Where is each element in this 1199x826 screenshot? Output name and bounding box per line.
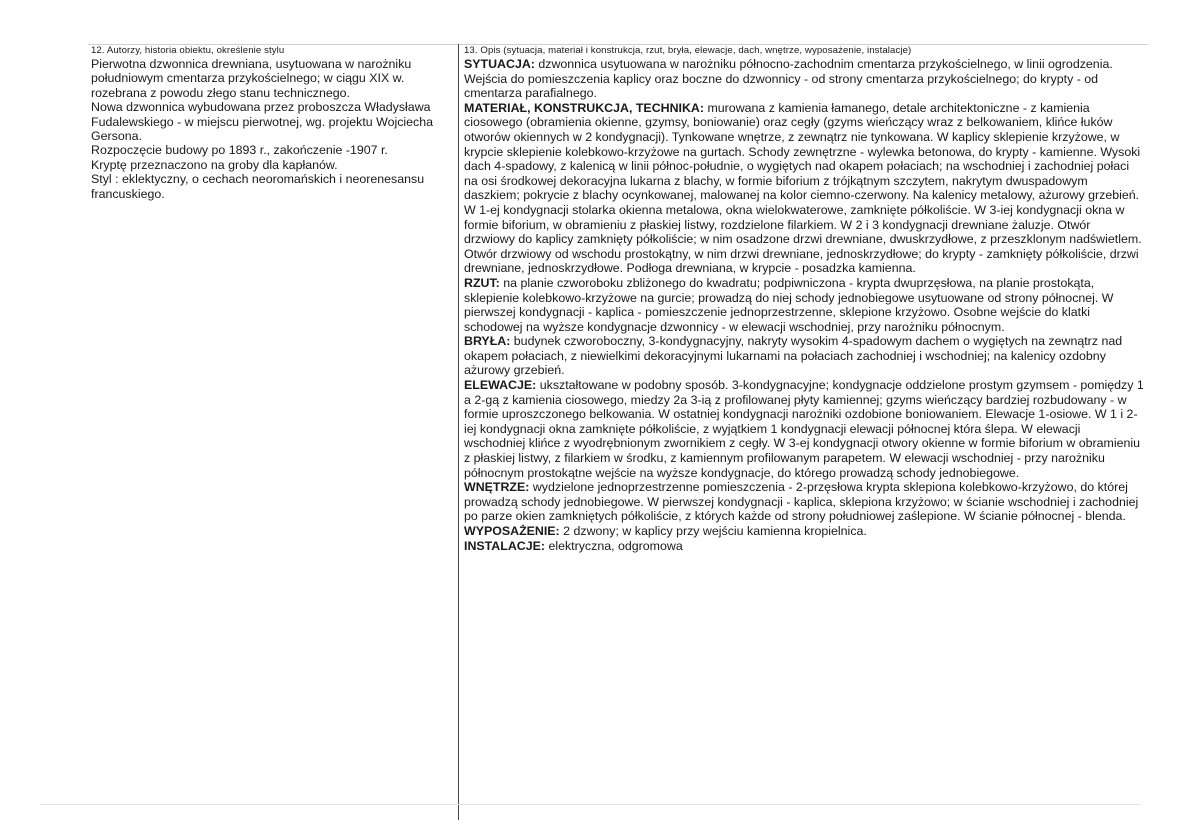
history-paragraph: Styl : eklektyczny, o cechach neoromańskich i neorenesansu francuskiego.	[91, 172, 425, 201]
history-paragraph: Pierwotna dzwonnica drewniana, usytuowana w narożniku południowym cmentarza przykościelnego; w ciągu XIX w. rozebrana z powodu złego stanu technicznego.	[91, 57, 412, 100]
left-column-heading: 12. Autorzy, historia obiektu, określenie stylu	[91, 45, 285, 56]
section-label: ELEWACJE:	[464, 378, 537, 393]
section-text: murowana z kamienia łamanego, detale architektoniczne - z kamienia ciosowego (obramienia okienne, gzymsy, boniowanie) oraz cegły (gzyms wieńczący wraz z belkowaniem, klińce łuków otworów okiennych w 2 kondygnacji). Tynkowane wnętrze, z zewnątrz nie tynkowana. W kaplicy sklepienie krzyżowe, w krypcie sklepienie kolebkowo-krzyżowe na gurtach. Schody zewnętrzne - wylewka betonowa, do krypty - kamienne. Wysoki dach 4-spadowy, z kalenicą w linii północ-południe, o wygiętych nad okapem połaciach; na wschodniej i zachodniej połaci na osi środkowej dekoracyjna lukarna z blachy, w formie biforium z trójkątnym szczytem, nakrytym dwuspadowym daszkiem; pokrycie z blachy ocynkowanej, malowanej na kolor ciemno-czerwony. Na kalenicy metalowy, ażurowy grzebień. W 1-ej kondygnacji stolarka okienna metalowa, okna wielokwaterowe, zamknięte półkoliście. W 3-iej kondygnacji okna w formie biforium, w obramieniu z płaskiej listwy, rozdzielone filarkiem. W 2 i 3 kondygnacji drewniane żaluzje. Otwór drzwiowy do kaplicy zamknięty półkoliście; w nim osadzone drzwi drewniane, dwuskrzydłowe, z przeszklonym nadświetlem. Otwór drzwiowy od wschodu prostokątny, w nim drzwi drewniane, jednoskrzydłowe; do krypty - zamknięty półkoliście, drzwi drewniane, jednoskrzydłowe. Podłoga drewniana, w krypcie - posadzka kamienna.	[464, 100, 1142, 276]
section-elevations	[464, 378, 1144, 480]
section-plan	[464, 276, 1144, 334]
right-column-heading: 13. Opis (sytuacja, materiał i konstrukcja, rzut, bryła, elewacje, dach, wnętrze, wyposażenie, instalacje)	[464, 45, 912, 56]
section-label: RZUT:	[464, 275, 500, 290]
history-paragraph: Rozpoczęcie budowy po 1893 r., zakończenie -1907 r.	[91, 143, 388, 158]
section-text: ukształtowane w podobny sposób. 3-kondygnacyjne; kondygnacje oddzielone prostym gzymsem - pomiędzy 1 a 2-gą z kamienia ciosowego, miedzy 2a 3-ią z profilowanej płyty kamiennej; gzyms wieńczący bardziej rozbudowany - w formie uproszczonego belkowania. W ostatniej kondygnacji narożniki ozdobione boniowaniem. Elewacje 1-osiowe. W 1 i 2-iej kondygnacji okna zamknięte półkoliście, z wyjątkiem 1 kondygnacji elewacji północnej która ślepa. W elewacji wschodniej klińce z wyodrębnionym zwornikiem z cegły. W 3-ej kondygnacji otwory okienne w formie biforium w obramieniu z płaskiej listwy, z filarkiem w środku, z kamiennym profilowanym parapetem. W elewacji wschodniej - przy narożniku północnym prostokątne wejście na wyższe kondygnacje, do którego prowadzą schody jednobiegowe.	[464, 378, 1144, 480]
column-divider	[458, 44, 459, 820]
section-label: BRYŁA:	[464, 334, 511, 349]
history-paragraph: Nowa dzwonnica wybudowana przez proboszcza Władysława Fudalewskiego - w miejscu pierwotnej, wg. projektu Wojciecha Gersona.	[91, 100, 434, 144]
history-paragraph: Kryptę przeznaczono na groby dla kapłanów.	[91, 157, 338, 172]
section-material	[464, 101, 1144, 276]
bottom-border-line	[40, 804, 1140, 805]
section-text: budynek czworoboczny, 3-kondygnacyjny, nakryty wysokim 4-spadowym dachem o wygiętych na zewnątrz nad okapem połaciach, z niewielkimi dekoracyjnymi lukarnami na połaciach zachodniej i wschodniej; na kalenicy ozdobny ażurowy grzebień.	[464, 334, 1123, 378]
section-label: MATERIAŁ, KONSTRUKCJA, TECHNIKA:	[464, 100, 705, 115]
section-text: na planie czworoboku zbliżonego do kwadratu; podpiwniczona - krypta dwuprzęsłowa, na planie prostokąta, sklepienie kolebkowo-krzyżowe na gurcie; prowadzą do niej schody jednobiegowe usytuowane od strony północnej. W pierwszej kondygnacji - kaplica - pomieszczenie jednoprzestrzenne, sklepione krzyżowo. Osobne wejście do klatki schodowej na wyższe kondygnacje dzwonnicy - w elewacji wschodniej, przy narożniku północnym.	[464, 275, 1114, 334]
section-text: 2 dzwony; w kaplicy przy wejściu kamienna kropielnica.	[559, 524, 867, 538]
section-massing	[464, 334, 1144, 378]
left-column	[91, 45, 446, 201]
section-label: WYPOSAŻENIE:	[464, 524, 560, 538]
section-furnishings	[464, 524, 1144, 539]
section-situation	[464, 57, 1144, 101]
section-text: elektryczna, odgromowa	[545, 538, 683, 553]
section-label: INSTALACJE:	[464, 538, 545, 553]
section-interior	[464, 480, 1144, 524]
section-label: WNĘTRZE:	[464, 480, 530, 495]
section-label: SYTUACJA:	[464, 57, 535, 71]
section-installations	[464, 539, 1144, 554]
section-text: dzwonnica usytuowana w narożniku północno-zachodnim cmentarza przykościelnego, w linii ogrodzenia. Wejścia do pomieszczenia kaplicy oraz boczne do dzwonnicy - od strony cmentarza przykościelnego; do krypty - od cmentarza parafialnego.	[464, 57, 1113, 101]
section-text: wydzielone jednoprzestrzenne pomieszczenia - 2-przęsłowa krypta sklepiona kolebkowo-krzyżowo, do której prowadzą schody jednobiegowe. W pierwszej kondygnacji - kaplica, sklepiona krzyżowo; w ścianie wschodniej i zachodniej po parze okien zamkniętych półkoliście, z których każde od strony południowej zaślepione. W ścianie północnej - blenda.	[464, 480, 1139, 524]
right-column	[464, 45, 1144, 553]
